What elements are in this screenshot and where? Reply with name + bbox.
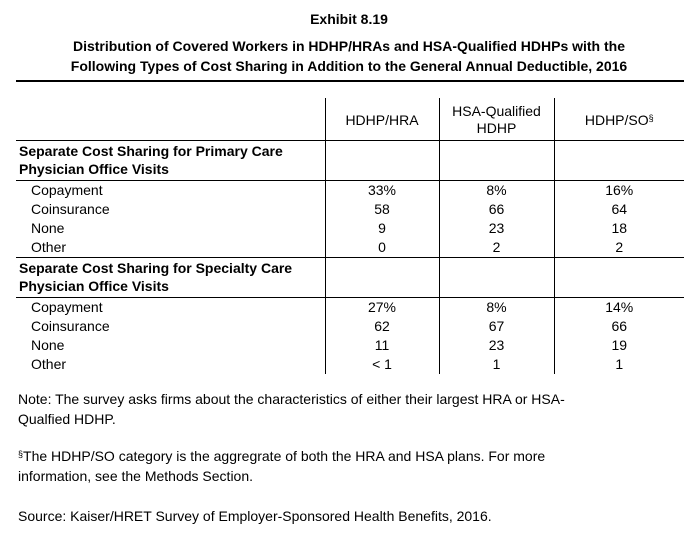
footnote-text: The HDHP/SO category is the aggregrate of both the HRA and HSA plans. For more	[23, 448, 546, 464]
note-line1: Note: The survey asks firms about the characteristics of either their largest HRA or HSA-	[18, 391, 565, 407]
table-row	[16, 317, 684, 336]
col-header-hsa-line1: HSA-Qualified	[452, 103, 541, 119]
exhibit-title	[20, 36, 678, 76]
section-title-line1: Separate Cost Sharing for Primary Care	[19, 143, 283, 159]
title-line-2: Following Types of Cost Sharing in Addition to the General Annual Deductible, 2016	[70, 58, 628, 74]
table-row	[16, 298, 684, 318]
section-sign: §	[648, 112, 654, 123]
row-label: None	[31, 220, 65, 236]
source-note: Source: Kaiser/HRET Survey of Employer-Sponsored Health Benefits, 2016.	[18, 508, 492, 524]
cell-hdhp-hra: 9	[325, 219, 439, 238]
cell-hdhp-so: 18	[554, 219, 684, 238]
table-row	[16, 238, 684, 258]
title-rule	[16, 80, 684, 82]
row-label: Coinsurance	[31, 318, 110, 334]
cell-hsa-qualified: 2	[439, 238, 554, 258]
cell-hdhp-hra: < 1	[325, 355, 439, 374]
cell-hdhp-so: 19	[554, 336, 684, 355]
header-blank	[16, 98, 325, 141]
header-row	[16, 98, 684, 141]
table-row	[16, 336, 684, 355]
row-label: None	[31, 337, 65, 353]
col-header-hdhp-so	[554, 98, 684, 141]
cell-hsa-qualified: 67	[439, 317, 554, 336]
col-header-hsa-qualified	[439, 98, 554, 141]
footnote-line1	[18, 446, 658, 466]
row-label: Other	[16, 238, 325, 258]
col-header-so-text: HDHP/SO	[584, 111, 649, 128]
cell-hsa-qualified: 1	[439, 355, 554, 374]
exhibit-number: Exhibit 8.19	[310, 11, 388, 27]
hdhp-so-footnote	[18, 446, 658, 486]
cell-hdhp-hra: 33%	[325, 181, 439, 201]
col-header-hsa-line2: HDHP	[476, 120, 517, 136]
section-title-line2: Physician Office Visits	[19, 161, 169, 177]
cell-hdhp-so: 66	[554, 317, 684, 336]
cell-hdhp-hra: 58	[325, 200, 439, 219]
cell-hdhp-so: 16%	[554, 181, 684, 201]
section-title-line1: Separate Cost Sharing for Specialty Care	[19, 260, 293, 276]
cell-hsa-qualified: 23	[439, 336, 554, 355]
cell-hdhp-hra: 27%	[325, 298, 439, 318]
cell-hsa-qualified: 8%	[439, 181, 554, 201]
cell-hdhp-so: 64	[554, 200, 684, 219]
section-blank-cell	[554, 141, 684, 181]
cost-sharing-table	[16, 98, 684, 374]
note-line2: Qualfied HDHP.	[18, 411, 116, 427]
table-row	[16, 355, 684, 374]
section-title-line2: Physician Office Visits	[19, 278, 169, 294]
cell-hdhp-so: 2	[554, 238, 684, 258]
survey-note	[18, 389, 658, 429]
row-label: Coinsurance	[31, 201, 110, 217]
cell-hsa-qualified: 23	[439, 219, 554, 238]
cell-hsa-qualified: 66	[439, 200, 554, 219]
cell-hdhp-hra: 62	[325, 317, 439, 336]
section-blank-cell	[554, 258, 684, 298]
cell-hdhp-hra: 0	[325, 238, 439, 258]
section-blank-cell	[325, 258, 439, 298]
section-title	[16, 258, 325, 298]
table-row	[16, 200, 684, 219]
row-label: Copayment	[31, 182, 103, 198]
section-title	[16, 141, 325, 181]
cell-hdhp-so: 14%	[554, 298, 684, 318]
footnote-line2: information, see the Methods Section.	[18, 468, 254, 484]
section-blank-cell	[439, 258, 554, 298]
section-header-primary-care	[16, 141, 684, 181]
section-blank-cell	[325, 141, 439, 181]
table-row	[16, 181, 684, 201]
cell-hdhp-hra: 11	[325, 336, 439, 355]
title-line-1: Distribution of Covered Workers in HDHP/HRAs and HSA-Qualified HDHPs with the	[72, 38, 625, 54]
section-header-specialty-care	[16, 258, 684, 298]
footnote-section-sign: §	[18, 449, 24, 459]
col-header-hdhp-hra: HDHP/HRA	[325, 98, 439, 141]
cell-hdhp-so: 1	[554, 355, 684, 374]
row-label: Copayment	[31, 299, 103, 315]
table-row	[16, 219, 684, 238]
row-label: Other	[31, 356, 67, 372]
section-blank-cell	[439, 141, 554, 181]
cell-hsa-qualified: 8%	[439, 298, 554, 318]
